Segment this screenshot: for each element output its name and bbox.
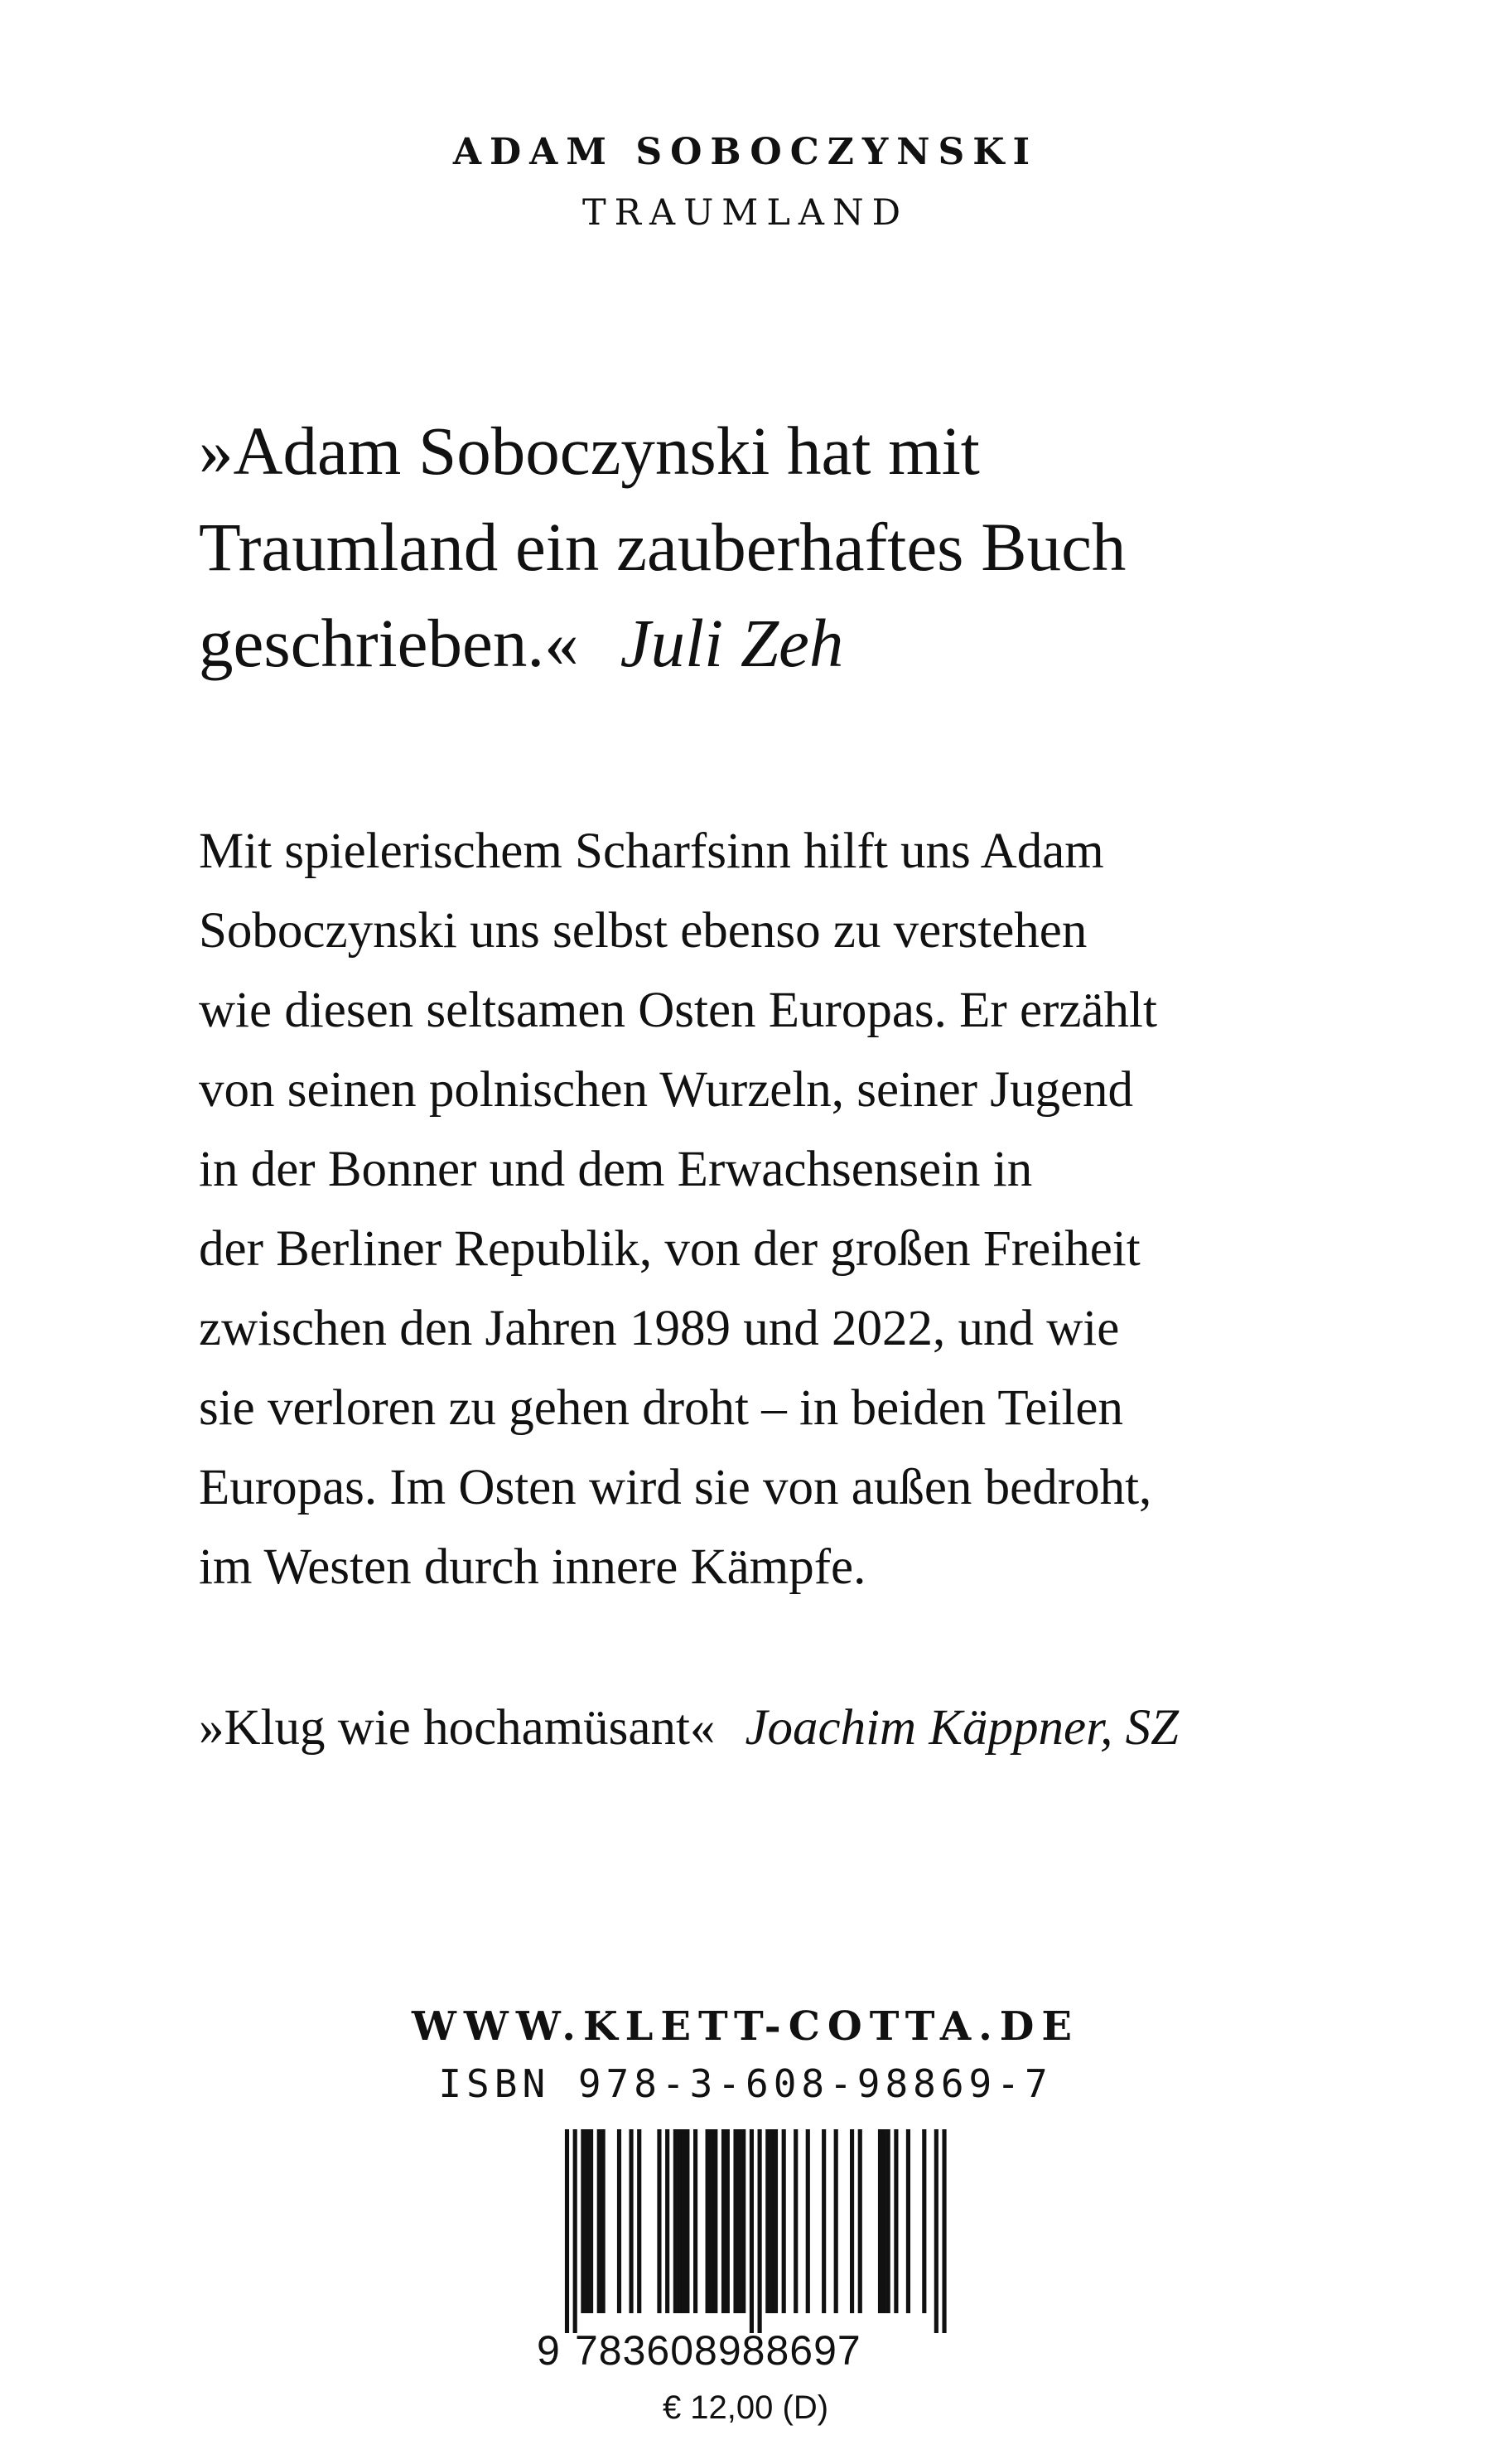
book-title: TRAUMLAND — [581, 192, 910, 234]
barcode-bar — [597, 2129, 601, 2313]
barcode-digits — [537, 2326, 984, 2376]
publisher-website: WWW.KLETT-COTTA.DE — [412, 2003, 1079, 2050]
barcode-bar — [589, 2129, 593, 2313]
barcode-bar — [617, 2129, 621, 2313]
headline-line — [199, 595, 1392, 691]
blurb-line: der Berliner Republik, von der großen Freiheit — [199, 1221, 1141, 1277]
headline-line: »Adam Soboczynski hat mit — [199, 413, 980, 489]
review-text: »Klug wie hochamüsant« — [199, 1700, 716, 1756]
barcode-bar — [693, 2129, 697, 2313]
barcode-bar — [770, 2129, 774, 2313]
barcode-bar — [681, 2129, 685, 2313]
barcode-bar — [665, 2129, 669, 2313]
barcode-bar — [765, 2129, 770, 2313]
blurb-line: Soboczynski uns selbst ebenso zu verstehen — [199, 903, 1088, 959]
blurb-line: zwischen den Jahren 1989 und 2022, und wie — [199, 1301, 1120, 1356]
blurb-line: Mit spielerischem Scharfsinn hilft uns Adam — [199, 824, 1104, 879]
barcode-bar — [774, 2129, 778, 2313]
barcode-bar — [741, 2129, 746, 2313]
barcode-bar — [601, 2129, 606, 2313]
barcode-bar — [782, 2129, 786, 2313]
barcode-bar — [737, 2129, 741, 2313]
barcode-lead-digit: 9 — [537, 2327, 560, 2374]
barcode-bar — [581, 2129, 585, 2313]
author-name: ADAM SOBOCZYNSKI — [452, 131, 1039, 173]
barcode-bar — [637, 2129, 641, 2313]
barcode-bar — [850, 2129, 854, 2313]
barcode-bar — [894, 2129, 898, 2313]
barcode-bar — [922, 2129, 926, 2313]
barcode-bar — [858, 2129, 862, 2313]
headline-line-text: geschrieben.« — [199, 605, 579, 681]
isbn-number: ISBN 978-3-608-98869-7 — [438, 2061, 1053, 2106]
barcode-image — [537, 2129, 954, 2333]
barcode-bar — [657, 2129, 661, 2313]
barcode-guard-bar — [942, 2129, 946, 2333]
price-label: € 12,00 (D) — [662, 2389, 829, 2426]
blurb-line: von seinen polnischen Wurzeln, seiner Jugend — [199, 1062, 1134, 1118]
review-attribution: Joachim Käppner, SZ — [745, 1700, 1180, 1756]
barcode-bar — [794, 2129, 798, 2313]
blurb-text — [199, 812, 1392, 1607]
barcode-bar — [886, 2129, 890, 2313]
blurb-line: wie diesen seltsamen Osten Europas. Er erzählt — [199, 983, 1157, 1038]
barcode-bar — [834, 2129, 838, 2313]
barcode-guard-bar — [758, 2129, 762, 2333]
headline-attribution: Juli Zeh — [620, 605, 844, 681]
barcode-bar — [878, 2129, 882, 2313]
barcode-bar — [673, 2129, 678, 2313]
barcode-bar — [733, 2129, 737, 2313]
barcode-bar — [721, 2129, 726, 2313]
barcode-bar — [806, 2129, 810, 2313]
barcode-bar — [713, 2129, 717, 2313]
headline-quote — [199, 403, 1392, 691]
barcode-bar — [706, 2129, 710, 2313]
blurb-line: Europas. Im Osten wird sie von außen bedroht, — [199, 1460, 1152, 1515]
barcode-guard-bar — [750, 2129, 754, 2333]
barcode-bar — [822, 2129, 826, 2313]
barcode-bar — [882, 2129, 886, 2313]
headline-line: Traumland ein zauberhaftes Buch — [199, 509, 1127, 585]
review-quote — [199, 1689, 1392, 1768]
blurb-line: sie verloren zu gehen droht – in beiden Teilen — [199, 1380, 1123, 1436]
barcode-bar — [629, 2129, 633, 2313]
barcode-number: 783608988697 — [575, 2327, 861, 2374]
barcode-bar — [906, 2129, 910, 2313]
blurb-line: im Westen durch innere Kämpfe. — [199, 1539, 866, 1595]
barcode-bar — [709, 2129, 713, 2313]
barcode-bar — [678, 2129, 682, 2313]
barcode-bar — [585, 2129, 589, 2313]
barcode-guard-bar — [573, 2129, 577, 2333]
barcode-guard-bar — [934, 2129, 939, 2333]
blurb-line: in der Bonner und dem Erwachsensein in — [199, 1142, 1033, 1197]
barcode-bar — [726, 2129, 730, 2313]
barcode-guard-bar — [565, 2129, 569, 2333]
barcode-bar — [685, 2129, 689, 2313]
